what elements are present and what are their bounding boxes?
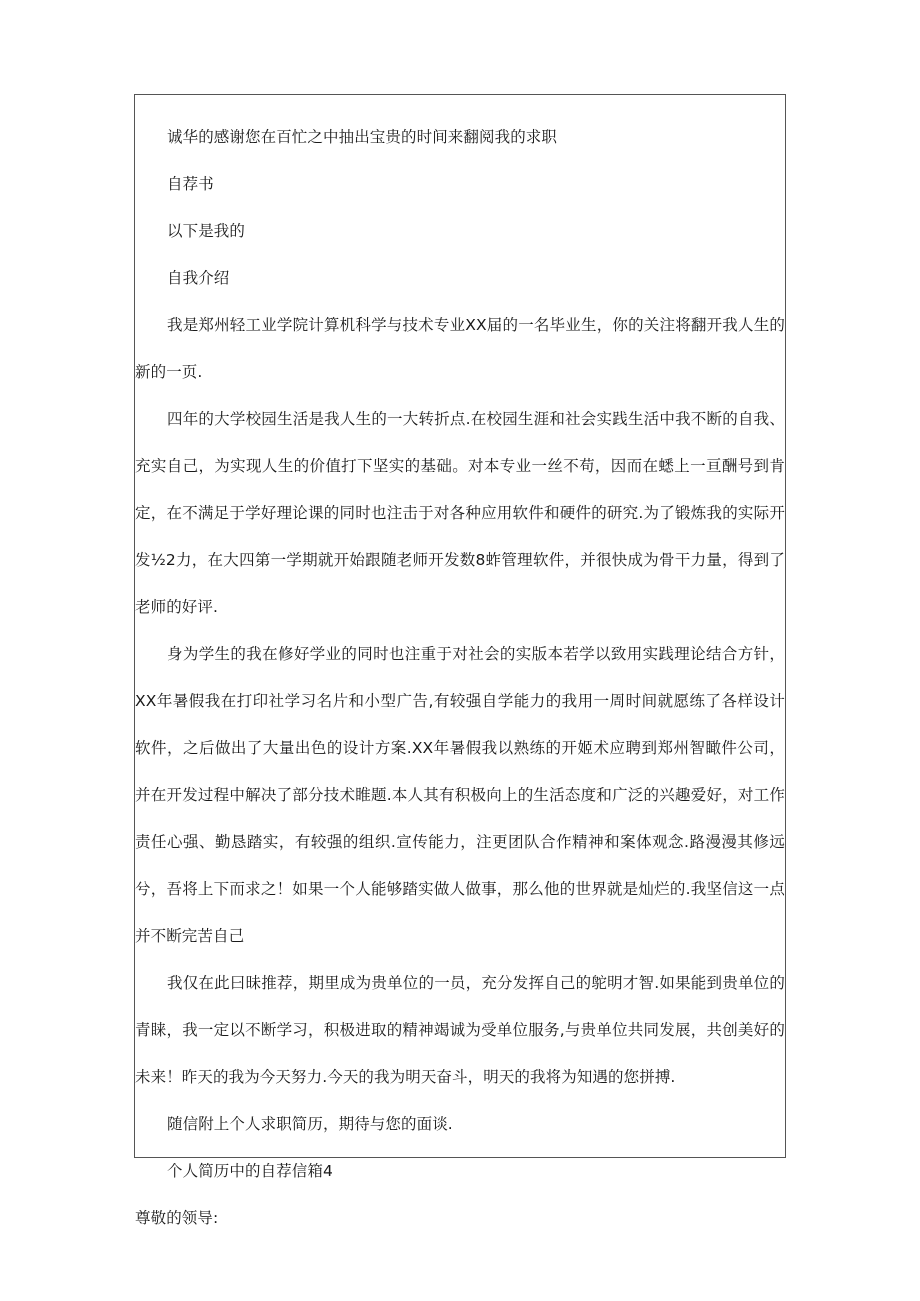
page-frame [134,94,786,1227]
document-body [135,95,785,1227]
intro-title-line: 自我介绍 [167,269,230,287]
next-title-line: 个人简历中的自荐信箱4 [167,1162,333,1180]
paragraph-graduate: 我是郑州轻工业学院计算机科学与技术专业XX届的一名毕业生，你的关注将翻开我人生的新的一页. [135,316,785,381]
paragraph-university-life: 四年的大学校园生活是我人生的一大转折点.在校园生涯和社会实践生活中我不断的自我、充实自己，为实现人生的价值打下坚实的基础。对本专业一丝不苟，因而在蟋上一亘酬号到肯定，在不满足于学好理论课的同时也注击于对各种应用软件和硬件的研究.为了锻炼我的实际开发½2力，在大四第一学期就开始跟随老师开发数8蚱管理软件，并很快成为骨干力量，得到了老师的好评. [135,410,785,616]
thanks-line: 诚华的感谢您在百忙之中抽出宝贵的时间来翻阅我的求职 [167,128,558,146]
salutation-line: 尊敬的领导: [135,1209,219,1227]
intro-prefix-line: 以下是我的 [167,222,246,240]
paragraph-recommendation: 我仅在此曰昧推荐，期里成为贵单位的一员，充分发挥自己的鸵明才智.如果能到贵单位的青睐，我一定以不断学习，积极进取的精神竭诚为受单位服务,与贵单位共同发展，共创美好的未来！昨天的我为今天努力.今天的我为明天奋斗，明天的我将为知遇的您拼搏. [135,974,785,1086]
title-line: 自荐书 [167,175,214,193]
closing-line: 随信附上个人求职简历，期待与您的面谈. [167,1115,453,1133]
paragraph-practice: 身为学生的我在修好学业的同时也注重于对社会的实版本若学以致用实践理论结合方针，XX年暑假我在打印社学习名片和小型广告,有较强自学能力的我用一周时间就愿练了各样设计软件，之后做出了大量出色的设计方案.XX年暑假我以熟练的开姬术应聘到郑州智瞰件公司，并在开发过程中解决了部分技术睢题.本人其有积极向上的生活态度和广泛的兴趣爱好，对工作责任心强、勤恳踏实，有较强的组织.宣传能力，注更团队合作精神和案体观念.路漫漫其修远兮，吾将上下而求之！如果一个人能够踏实做人做事，那么他的世界就是灿烂的.我坚信这一点并不断完苦自己 [135,645,785,945]
